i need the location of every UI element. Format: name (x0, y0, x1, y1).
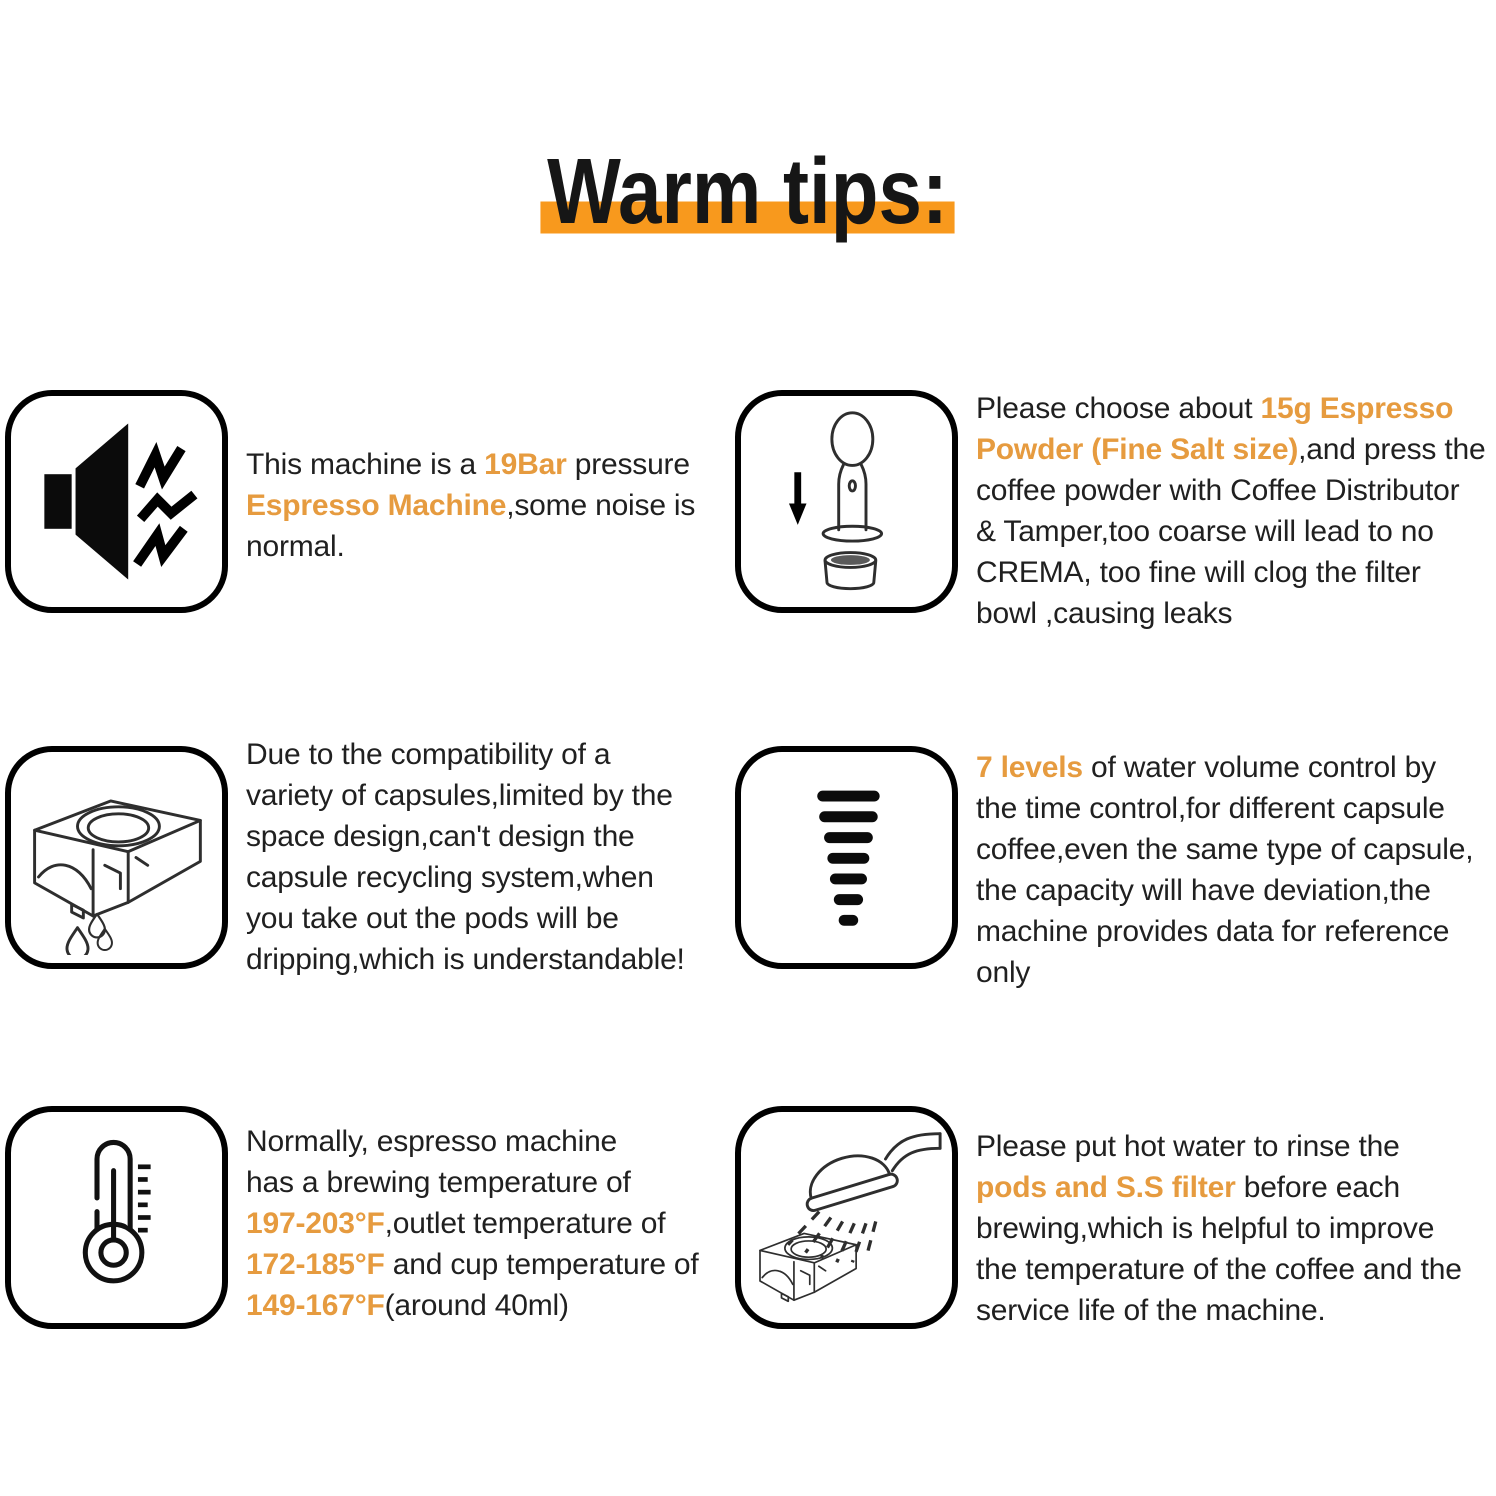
tip-text-line (246, 1162, 699, 1203)
tip-espresso-powder (735, 390, 1496, 630)
tip-noise (0, 390, 735, 613)
tip-text-line (246, 1203, 699, 1244)
tip-text-line (976, 788, 1473, 829)
tip-water-levels (735, 746, 1496, 989)
tip-text-line (976, 511, 1485, 552)
body-text: machine provides data for reference (976, 915, 1450, 948)
title-bar (0, 139, 1496, 243)
body-text: variety of capsules,limited by the (246, 779, 673, 812)
coffee-distributor-tamper-icon (749, 404, 944, 599)
highlighted-text: 19Bar (484, 448, 567, 481)
body-text: the capacity will have deviation,the (976, 874, 1431, 907)
body-text: has a brewing temperature of (246, 1166, 631, 1199)
tip-temperature-text (246, 1121, 699, 1326)
highlighted-text: 7 levels (976, 751, 1083, 784)
tip-text-line (976, 952, 1473, 993)
tip-text-line (246, 898, 685, 939)
body-text: This machine is a (246, 448, 485, 481)
tip-text-line (246, 775, 685, 816)
highlighted-text: 172-185°F (246, 1248, 385, 1281)
body-text: Normally, espresso machine (246, 1125, 618, 1158)
tip-text-line (976, 429, 1485, 470)
tip-text-line (976, 593, 1485, 634)
tip-text-line (976, 470, 1485, 511)
shower-rinse-icon (749, 1120, 944, 1315)
highlighted-text: Powder (Fine Salt size) (976, 433, 1299, 466)
body-text: capsule recycling system,when (246, 861, 654, 894)
tip-text-line (976, 1290, 1462, 1331)
tip-text-line (976, 911, 1473, 952)
body-text: pressure (566, 448, 690, 481)
tip-capsule-dripping-text (246, 734, 685, 980)
tip-text-line (246, 1121, 699, 1162)
tip-text-line (246, 857, 685, 898)
body-text: of water volume control by (1082, 751, 1436, 784)
body-text: and cup temperature of (384, 1248, 699, 1281)
highlighted-text: 15g Espresso (1260, 392, 1454, 425)
tips-row-3 (0, 1106, 1496, 1329)
body-text: Due to the compatibility of a (246, 738, 611, 771)
body-text: service life of the machine. (976, 1294, 1326, 1327)
tip-text-line (976, 1249, 1462, 1290)
tip-text-line (976, 747, 1473, 788)
body-text: bowl ,causing leaks (976, 597, 1233, 630)
shower-rinse-icon-box (735, 1106, 958, 1329)
tip-rinse-text (976, 1126, 1462, 1331)
tip-noise-text (246, 444, 695, 567)
tip-text-line (246, 1244, 699, 1285)
capsule-holder-drip-icon-box (5, 746, 228, 969)
tip-text-line (246, 444, 695, 485)
body-text: only (976, 956, 1031, 989)
body-text: the temperature of the coffee and the (976, 1253, 1462, 1286)
speaker-noise-icon-box (5, 390, 228, 613)
body-text: & Tamper,too coarse will lead to no (976, 515, 1434, 548)
capsule-holder-drip-icon (19, 760, 214, 955)
tip-text-line (976, 1167, 1462, 1208)
tips-row-1 (0, 390, 1496, 630)
tip-text-line (976, 870, 1473, 911)
water-volume-levels-icon-box (735, 746, 958, 969)
water-volume-levels-icon (749, 760, 944, 955)
body-text: space design,can't design the (246, 820, 635, 853)
body-text: Please put hot water to rinse the (976, 1130, 1400, 1163)
tip-text-line (976, 829, 1473, 870)
tip-text-line (246, 816, 685, 857)
body-text: you take out the pods will be (246, 902, 619, 935)
tip-temperature (0, 1106, 735, 1329)
tips-row-2 (0, 738, 1496, 989)
body-text: ,outlet temperature of (384, 1207, 666, 1240)
highlighted-text: 197-203°F (246, 1207, 385, 1240)
tip-rinse (735, 1106, 1496, 1329)
body-text: dripping,which is understandable! (246, 943, 685, 976)
body-text: ,and press the (1298, 433, 1486, 466)
highlighted-text: Espresso Machine (246, 489, 507, 522)
coffee-distributor-tamper-icon-box (735, 390, 958, 613)
body-text: coffee,even the same type of capsule, (976, 833, 1474, 866)
highlighted-text: pods and S.S filter (976, 1171, 1236, 1204)
thermometer-icon (19, 1120, 214, 1315)
tip-text-line (246, 734, 685, 775)
tip-text-line (246, 526, 695, 567)
body-text: before each (1235, 1171, 1400, 1204)
tip-capsule-dripping (0, 738, 735, 976)
body-text: Please choose about (976, 392, 1261, 425)
body-text: normal. (246, 530, 345, 563)
tip-text-line (976, 552, 1485, 593)
tip-espresso-powder-text (976, 388, 1485, 634)
body-text: coffee powder with Coffee Distributor (976, 474, 1460, 507)
tip-text-line (246, 1285, 699, 1326)
highlighted-text: 149-167°F (246, 1289, 385, 1322)
body-text: brewing,which is helpful to improve (976, 1212, 1435, 1245)
speaker-noise-icon (19, 404, 214, 599)
tip-water-levels-text (976, 747, 1473, 993)
tip-text-line (976, 388, 1485, 429)
thermometer-icon-box (5, 1106, 228, 1329)
tip-text-line (246, 485, 695, 526)
body-text: CREMA, too fine will clog the filter (976, 556, 1421, 589)
tip-text-line (246, 939, 685, 980)
body-text: ,some noise is (506, 489, 696, 522)
page-title: Warm tips: (541, 145, 955, 238)
body-text: (around 40ml) (384, 1289, 569, 1322)
tip-text-line (976, 1126, 1462, 1167)
body-text: the time control,for different capsule (976, 792, 1445, 825)
tip-text-line (976, 1208, 1462, 1249)
